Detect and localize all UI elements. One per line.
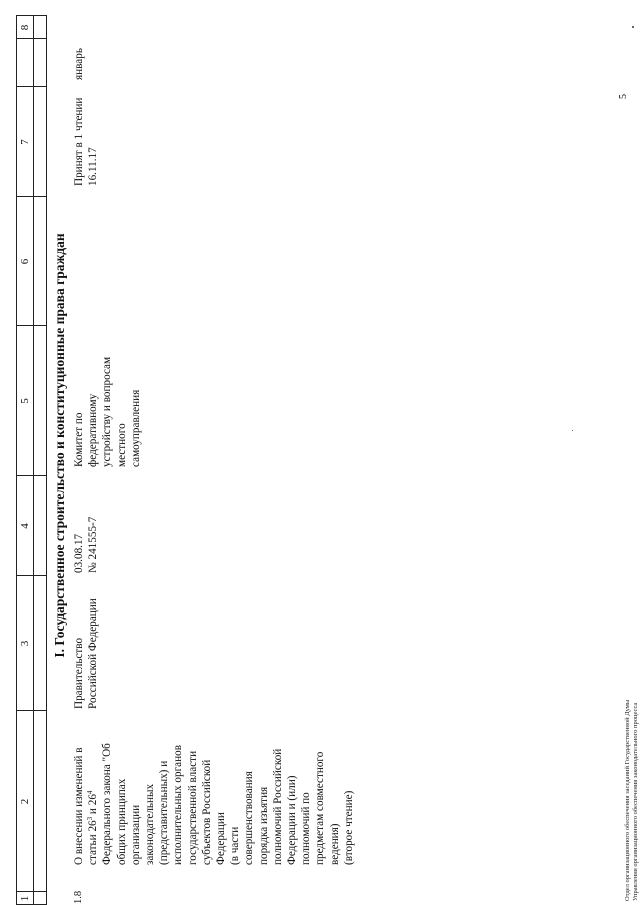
col-number-5: 5 [19,398,31,404]
author-line: Российской Федерации [87,598,100,709]
status-line: Принят в 1 чтении [73,97,85,186]
bill-title-line: организации [129,804,142,865]
responsible-committee [72,327,143,467]
committee-line: федеративному [87,393,100,467]
committee-line: самоуправления [129,389,142,467]
status-line: 16.11.17 [87,147,100,186]
bill-date: 03.08.17 [73,533,85,573]
col-number-8: 8 [19,24,31,31]
bill-title-line [86,713,100,865]
scan-speck [572,430,573,431]
page-number: 5 [618,94,629,99]
col-number-4: 4 [19,523,31,529]
header-row-divider [33,15,34,905]
bill-title-line: Федерации [215,812,228,865]
row-number-text: 1.8 [73,890,84,904]
bill-title-line: законодательных [144,783,157,865]
bill-title [72,713,356,865]
bill-title-line: (представительных) и [158,760,171,865]
col-number-6: 6 [19,258,31,265]
month-text: январь [73,48,85,80]
bill-title-line: ведения) [328,823,341,865]
bill-author [72,577,100,709]
col-number-2: 2 [19,798,31,805]
bill-title-line: (второе чтение) [342,790,355,865]
scan-speck [632,26,634,28]
committee-line: местного [115,423,128,467]
bill-title-line: Федерального закона "Об [101,743,114,865]
bill-title-line: субъектов Российской [200,759,213,865]
bill-title-text: и 26 [87,794,100,817]
bill-title-line: совершенствования [243,771,256,865]
bill-title-text: статьи 26 [87,820,100,865]
bill-title-line: порядка изъятия [257,786,270,865]
bill-registration [72,477,100,573]
footer-line-2: Управления организационного обеспечения законодательного процесса [632,702,639,901]
bill-title-line: полномочий по [300,792,313,865]
committee-line: Комитет по [73,412,85,467]
superscript: 3 [86,816,95,821]
bill-title-line: Федерации и (или) [286,775,299,865]
col-number-1: 1 [19,895,31,902]
superscript: 4 [86,790,95,795]
bill-title-line: предметам совместного [314,751,327,865]
col-number-7: 7 [19,139,31,145]
section-row-divider [46,15,47,905]
bill-title-line: государственной власти [186,750,199,865]
bill-title-line: (в части [229,826,242,865]
bill-number: № 241555-7 [87,516,100,573]
author-line: Правительство [73,637,85,709]
footer-line-1: Отдел организационного обеспечения заседаний Государственной Думы [624,699,631,901]
committee-line: устройству и вопросам [101,356,114,467]
bill-title-line: исполнительных органов [172,745,185,865]
bill-title-line: полномочий Российской [271,748,284,865]
bill-title-line: О внесении изменений в [73,747,85,865]
table-top-border [16,15,17,905]
planned-month [72,20,86,80]
col-number-3: 3 [19,640,31,647]
section-title: I. Государственное строительство и конституционные права граждан [52,233,67,658]
row-number [72,892,86,904]
bill-title-line: общих принципах [115,778,128,865]
